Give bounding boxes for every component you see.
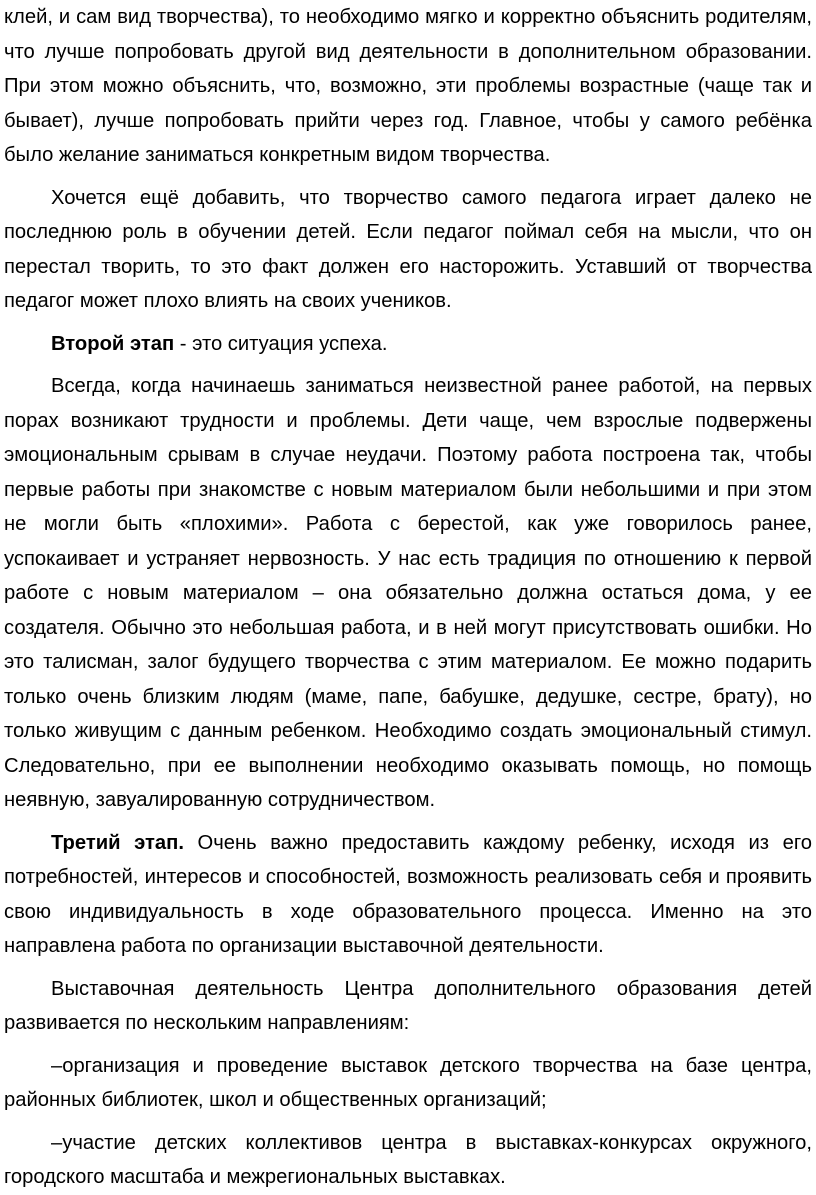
paragraph-second-stage-text: - это ситуация успеха. — [174, 332, 388, 355]
paragraph-third-stage — [4, 826, 812, 964]
list-item-exhibitions: –организация и проведение выставок детского творчества на базе центра, районных библиотек, школ и общественных организаций; — [4, 1054, 812, 1111]
list-item-contests: –участие детских коллективов центра в выставках-конкурсах окружного, городского масштаба и межрегиональных выставках. — [4, 1131, 812, 1188]
paragraph-success-situation: Всегда, когда начинаешь заниматься неизвестной ранее работой, на первых порах возникают трудности и проблемы. Дети чаще, чем взрослые подвержены эмоциональным срывам в случае неудачи. Поэтому работа построена так, чтобы первые работы при знакомстве с новым материалом были небольшими и при этом не могли быть «плохими». Работа с берестой, как уже говорилось ранее, успокаивает и устраняет нервозность. У нас есть традиция по отношению к первой работе с новым материалом – она обязательно должна остаться дома, у ее создателя. Обычно это небольшая работа, и в ней могут присутствовать ошибки. Но это талисман, залог будущего творчества с этим материалом. Ее можно подарить только очень близким людям (маме, папе, бабушке, дедушке, сестре, брату), но только живущим с данным ребенком. Необходимо создать эмоциональный стимул. Следовательно, при ее выполнении необходимо оказывать помощь, но помощь неявную, завуалированную сотрудничеством. — [4, 375, 812, 811]
paragraph-teacher-creativity: Хочется ещё добавить, что творчество самого педагога играет далеко не последнюю роль в обучении детей. Если педагог поймал себя на мысли, что он перестал творить, то это факт должен его насторожить. Уставший от творчества педагог может плохо влиять на своих учеников. — [4, 186, 812, 312]
stage-heading-third: Третий этап. — [51, 831, 184, 854]
paragraph-exhibition-intro: Выставочная деятельность Центра дополнительного образования детей развивается по нескольким направлениям: — [4, 977, 812, 1034]
paragraph-continuation: клей, и сам вид творчества), то необходимо мягко и корректно объяснить родителям, что лучше попробовать другой вид деятельности в дополнительном образовании. При этом можно объяснить, что, возможно, эти проблемы возрастные (чаще так и бывает), лучше попробовать прийти через год. Главное, чтобы у самого ребёнка было желание заниматься конкретным видом творчества. — [4, 6, 812, 166]
stage-heading-second: Второй этап — [51, 332, 175, 355]
document-body — [4, 0, 812, 1195]
paragraph-second-stage — [4, 327, 812, 362]
paragraph-third-stage-text: Очень важно предоставить каждому ребенку, исходя из его потребностей, интересов и способностей, возможность реализовать себя и проявить свою индивидуальность в ходе образовательного процесса. Именно на это направлена работа по организации выставочной деятельности. — [4, 831, 812, 957]
